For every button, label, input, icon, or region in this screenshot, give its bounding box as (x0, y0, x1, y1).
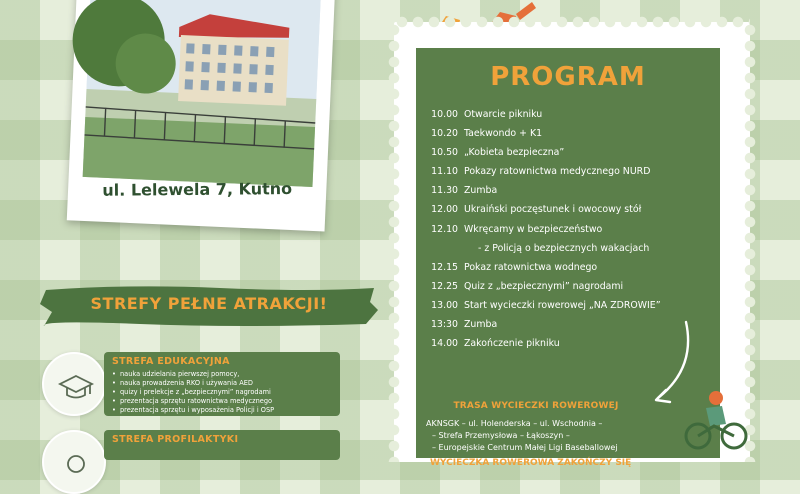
list-item: • nauka prowadzenia RKO i używania AED (112, 379, 332, 388)
stamp-perforation-top (394, 16, 750, 28)
stamp-perforation-left (388, 22, 400, 462)
schedule-time: 12.15 (431, 261, 458, 273)
prevention-zone-title: STREFA PROFILAKTYKI (112, 434, 239, 445)
program-title: PROGRAM (490, 62, 646, 92)
venue-address: ul. Lelewela 7, Kutno (102, 179, 293, 200)
route-end-text: WYCIECZKA ROWEROWA ZAKOŃCZY SIĘ (430, 458, 632, 468)
schedule-row (422, 125, 722, 144)
program-schedule (422, 106, 722, 354)
schedule-event: Otwarcie pikniku (464, 109, 543, 120)
education-zone-icon-badge (42, 352, 106, 416)
schedule-event: Pokaz ratownictwa wodnego (464, 261, 598, 273)
route-line: AKNSGK – ul. Holenderska – ul. Wschodnia – (426, 419, 603, 428)
schedule-row (422, 163, 722, 182)
schedule-event: Zakończenie pikniku (464, 338, 560, 350)
schedule-row (422, 259, 722, 278)
education-zone-title: STREFA EDUKACYJNA (112, 356, 230, 367)
schedule-event: „Kobieta bezpieczna” (464, 147, 565, 159)
route-line: – Strefa Przemysłowa – Łąkoszyn – (432, 431, 570, 440)
schedule-time: 12.10 (431, 223, 458, 235)
building-photo (83, 0, 321, 187)
schedule-event: Ukraiński poczęstunek i owocowy stół (464, 204, 642, 216)
cyclist-illustration (676, 388, 746, 449)
schedule-event: Zumba (464, 185, 498, 197)
schedule-time: 11.10 (431, 166, 458, 178)
prevention-zone-icon-badge (42, 430, 106, 494)
schedule-time: 10.00 (431, 109, 458, 120)
schedule-row (422, 144, 722, 163)
list-item: • nauka udzielania pierwszej pomocy, (112, 370, 332, 379)
schedule-event: Pokazy ratownictwa medycznego NURD (464, 166, 651, 178)
education-zone-card (104, 352, 340, 416)
program-panel (416, 48, 720, 468)
schedule-event: Wkręcamy w bezpieczeństwo (464, 223, 603, 235)
list-item: • prezentacja sprzętu i wyposażenia Policji i OSP (112, 406, 332, 415)
schedule-time: 12.25 (431, 280, 458, 292)
schedule-time: 12.00 (431, 204, 458, 216)
route-line: – Europejskie Centrum Małej Ligi Baseballowej (432, 443, 618, 452)
schedule-time: 14.00 (431, 338, 458, 350)
schedule-time: 10.20 (431, 128, 458, 140)
stethoscope-icon (58, 446, 94, 482)
graduation-cap-icon (58, 368, 94, 404)
list-item: • prezentacja sprzętu ratownictwa medycznego (112, 397, 332, 406)
schedule-row (422, 182, 722, 201)
schedule-time: 11.30 (431, 185, 458, 197)
schedule-row (422, 221, 722, 240)
polaroid-photo (67, 0, 335, 232)
schedule-time: 13.00 (431, 299, 458, 311)
zones-banner (40, 282, 378, 330)
schedule-event: Quiz z „bezpiecznymi” nagrodami (464, 280, 624, 292)
route-title: TRASA WYCIECZKI ROWEROWEJ (453, 401, 619, 411)
schedule-event: Start wycieczki rowerowej „NA ZDROWIE” (464, 299, 661, 311)
zones-banner-title: STREFY PEŁNE ATRAKCJI! (90, 294, 328, 313)
schedule-row (422, 278, 722, 297)
list-item: • quizy i prelekcje z „bezpiecznymi” nagrodami (112, 388, 332, 397)
schedule-row (422, 106, 722, 125)
prevention-zone-card (104, 430, 340, 460)
education-zone-list (112, 370, 332, 415)
schedule-event: - z Policją o bezpiecznych wakacjach (478, 242, 650, 254)
schedule-row (422, 297, 722, 316)
schedule-event: Zumba (464, 319, 498, 331)
schedule-time: 10.50 (431, 147, 458, 159)
schedule-event: Taekwondo + K1 (464, 128, 543, 140)
schedule-row (422, 201, 722, 220)
schedule-time: 13:30 (430, 319, 458, 331)
route-description (426, 418, 676, 454)
schedule-row (422, 240, 722, 259)
